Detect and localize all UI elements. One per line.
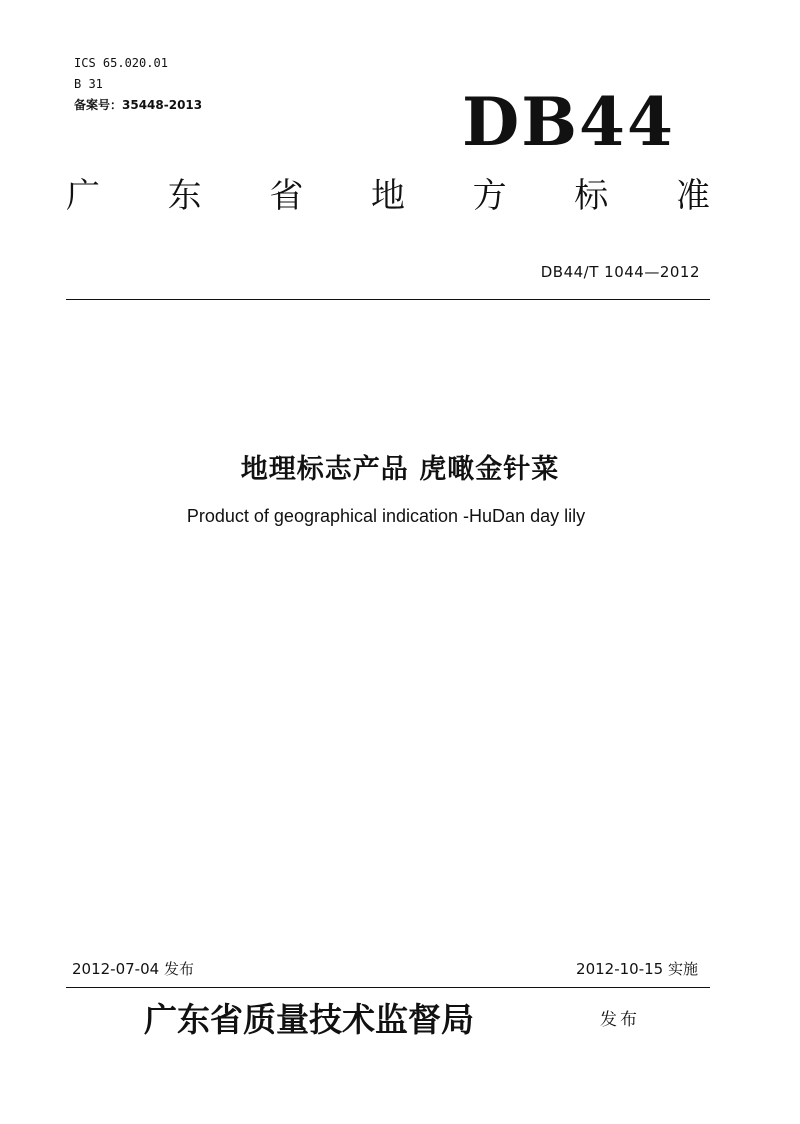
effective-date: 2012-10-15 实施 [576,960,698,978]
bottom-divider [66,987,710,988]
top-divider [66,299,710,300]
classification-code: B 31 [74,77,103,91]
standard-title-char: 方 [472,176,507,216]
issuer-name: 广东省质量技术监督局 [144,1000,474,1039]
standard-title-char: 准 [675,176,710,216]
issuer-suffix: 发布 [600,1010,640,1030]
standard-title [66,174,710,218]
standard-number: DB44/T 1044—2012 [540,263,700,281]
standard-title-char: 广 [66,176,100,216]
document-title: 地理标志产品 虎噉金针菜 [240,454,560,485]
standard-title-char: 标 [574,176,609,216]
ics-code: ICS 65.020.01 [74,56,168,70]
publish-date: 2012-07-04 发布 [72,960,194,978]
standard-title-char: 东 [167,176,202,216]
document-subtitle: Product of geographical indication -HuDan day lily [186,506,586,526]
record-number: 备案号：35448-2013 [74,98,203,112]
standard-title-char: 省 [269,176,304,216]
standard-title-char: 地 [370,176,405,216]
db44-logo: DB44 [462,83,675,161]
